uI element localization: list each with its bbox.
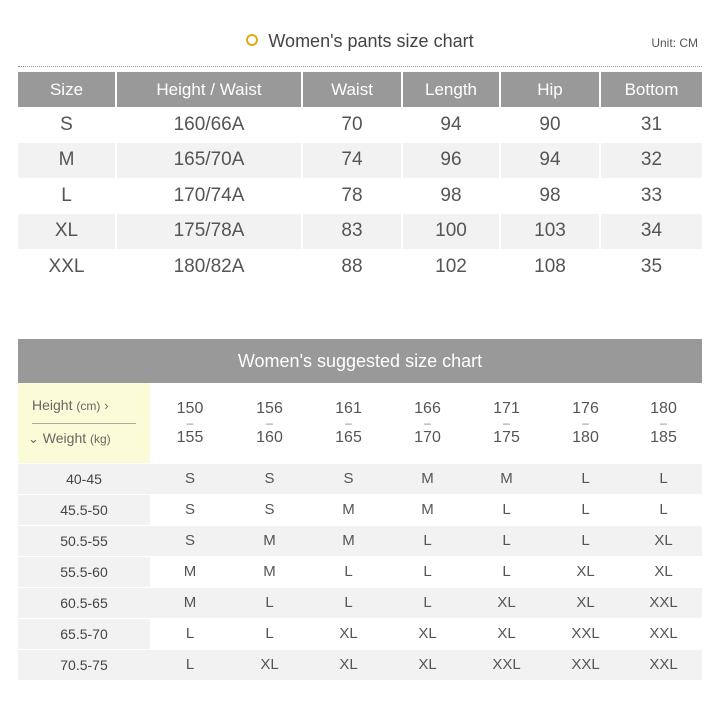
suggested-size-cell: L [150, 649, 230, 680]
range-dash: – [266, 415, 273, 430]
table-cell: 74 [302, 143, 402, 179]
suggested-size-cell: XL [467, 618, 546, 649]
suggested-size-cell: XL [388, 618, 467, 649]
header-hip: Hip [500, 72, 600, 107]
height-label: Height [32, 397, 73, 413]
height-from: 161 [335, 399, 362, 417]
height-from: 171 [493, 399, 520, 417]
suggested-size-cell: L [546, 494, 625, 525]
corner-cell [18, 383, 150, 463]
table-cell: 70 [302, 107, 402, 143]
suggested-size-cell: S [230, 463, 309, 494]
suggested-size-cell: S [309, 463, 388, 494]
table-cell: 100 [402, 214, 500, 250]
weight-unit: (kg) [90, 432, 111, 446]
range-dash: – [424, 415, 431, 430]
suggested-size-cell: S [230, 494, 309, 525]
weight-range-cell: 45.5-50 [18, 494, 150, 525]
table-cell: 160/66A [116, 107, 302, 143]
table-cell: 102 [402, 249, 500, 285]
suggested-size-cell: M [309, 494, 388, 525]
title-row [0, 0, 720, 66]
suggested-size-cell: L [230, 618, 309, 649]
weight-range-cell: 70.5-75 [18, 649, 150, 680]
suggested-size-table [18, 383, 702, 680]
page-title: Women's pants size chart [268, 31, 474, 51]
table-cell: M [18, 143, 116, 179]
table-cell: 180/82A [116, 249, 302, 285]
suggested-size-cell: XXL [546, 649, 625, 680]
table-cell: XL [18, 214, 116, 250]
weight-range-cell: 40-45 [18, 463, 150, 494]
height-to: 160 [256, 428, 283, 446]
suggested-size-cell: L [467, 556, 546, 587]
table-row [18, 587, 702, 618]
weight-range-cell: 65.5-70 [18, 618, 150, 649]
height-range-cell [309, 383, 388, 463]
header-size: Size [18, 72, 116, 107]
table-cell: 32 [600, 143, 702, 179]
suggested-size-cell: XL [625, 525, 702, 556]
suggested-size-cell: XXL [546, 618, 625, 649]
suggested-size-cell: M [150, 556, 230, 587]
table-cell: 98 [500, 178, 600, 214]
chevron-right-icon: › [104, 398, 109, 413]
corner-divider [32, 423, 136, 424]
suggested-size-cell: L [150, 618, 230, 649]
suggested-size-cell: S [150, 525, 230, 556]
height-from: 180 [650, 399, 677, 417]
suggested-size-cell: L [546, 525, 625, 556]
height-range-cell [230, 383, 309, 463]
suggested-size-cell: L [388, 556, 467, 587]
suggested-size-cell: XXL [625, 587, 702, 618]
table-cell: 94 [402, 107, 500, 143]
table-cell: 34 [600, 214, 702, 250]
table-cell: 88 [302, 249, 402, 285]
height-range-cell [388, 383, 467, 463]
table-cell: 165/70A [116, 143, 302, 179]
suggested-table-title: Women's suggested size chart [18, 339, 702, 383]
table-cell: 103 [500, 214, 600, 250]
height-from: 176 [572, 399, 599, 417]
suggested-size-cell: XL [388, 649, 467, 680]
suggested-size-cell: XXL [625, 649, 702, 680]
suggested-size-cell: M [388, 463, 467, 494]
range-dash: – [660, 415, 667, 430]
table-row [18, 649, 702, 680]
table-cell: L [18, 178, 116, 214]
table-cell: 108 [500, 249, 600, 285]
suggested-size-cell: L [625, 494, 702, 525]
chevron-down-icon: ⌄ [28, 431, 39, 446]
suggested-size-cell: XL [546, 587, 625, 618]
suggested-size-cell: L [625, 463, 702, 494]
table-cell: 33 [600, 178, 702, 214]
suggested-size-cell: M [388, 494, 467, 525]
height-range-cell [467, 383, 546, 463]
weight-label: Weight [42, 430, 87, 446]
range-dash: – [582, 415, 589, 430]
height-range-cell [150, 383, 230, 463]
table-cell: 170/74A [116, 178, 302, 214]
height-to: 185 [650, 428, 677, 446]
suggested-size-cell: M [150, 587, 230, 618]
suggested-size-cell: L [467, 525, 546, 556]
table-cell: 175/78A [116, 214, 302, 250]
height-to: 165 [335, 428, 362, 446]
suggested-size-cell: L [546, 463, 625, 494]
range-dash: – [345, 415, 352, 430]
size-table-header-row [18, 72, 702, 107]
weight-range-cell: 60.5-65 [18, 587, 150, 618]
table-row [18, 107, 702, 143]
suggested-size-cell: S [150, 463, 230, 494]
suggested-size-cell: S [150, 494, 230, 525]
table-cell: S [18, 107, 116, 143]
table-row [18, 178, 702, 214]
height-range-cell [546, 383, 625, 463]
table-row [18, 618, 702, 649]
table-cell: 90 [500, 107, 600, 143]
range-dash: – [503, 415, 510, 430]
header-height-waist: Height / Waist [116, 72, 302, 107]
suggested-size-cell: L [388, 525, 467, 556]
table-row [18, 463, 702, 494]
circle-bullet-icon [246, 34, 258, 46]
dotted-divider [18, 66, 702, 67]
height-from: 150 [176, 399, 204, 417]
height-to: 155 [176, 428, 204, 446]
suggested-size-cell: M [309, 525, 388, 556]
table-row [18, 556, 702, 587]
height-range-cell [625, 383, 702, 463]
table-row [18, 494, 702, 525]
suggested-size-cell: L [309, 587, 388, 618]
suggested-size-cell: XL [309, 618, 388, 649]
height-from: 166 [414, 399, 441, 417]
height-from: 156 [256, 399, 283, 417]
weight-axis-label [28, 430, 111, 447]
suggested-size-cell: M [230, 556, 309, 587]
table-cell: 94 [500, 143, 600, 179]
height-to: 175 [493, 428, 520, 446]
height-to: 180 [572, 428, 599, 446]
height-axis-label [32, 397, 109, 413]
suggested-size-cell: XXL [625, 618, 702, 649]
header-bottom: Bottom [600, 72, 702, 107]
table-cell: XXL [18, 249, 116, 285]
table-cell: 78 [302, 178, 402, 214]
suggested-size-cell: L [309, 556, 388, 587]
header-waist: Waist [302, 72, 402, 107]
suggested-size-cell: XL [309, 649, 388, 680]
suggested-size-cell: XL [546, 556, 625, 587]
suggested-size-cell: M [467, 463, 546, 494]
suggested-size-cell: L [467, 494, 546, 525]
page-title-wrap [0, 30, 720, 52]
table-cell: 31 [600, 107, 702, 143]
table-cell: 83 [302, 214, 402, 250]
range-dash: – [186, 415, 194, 430]
unit-label: Unit: CM [651, 36, 698, 50]
height-unit: (cm) [76, 399, 101, 413]
table-cell: 35 [600, 249, 702, 285]
table-row [18, 143, 702, 179]
suggested-size-cell: XL [467, 587, 546, 618]
table-row [18, 214, 702, 250]
table-cell: 98 [402, 178, 500, 214]
table-row [18, 249, 702, 285]
suggested-size-cell: M [230, 525, 309, 556]
suggested-size-cell: XL [625, 556, 702, 587]
height-range-row [18, 383, 702, 463]
suggested-size-cell: XL [230, 649, 309, 680]
table-row [18, 525, 702, 556]
suggested-size-cell: XXL [467, 649, 546, 680]
suggested-size-cell: L [388, 587, 467, 618]
weight-range-cell: 55.5-60 [18, 556, 150, 587]
weight-range-cell: 50.5-55 [18, 525, 150, 556]
size-table [18, 72, 702, 285]
header-length: Length [402, 72, 500, 107]
height-to: 170 [414, 428, 441, 446]
table-cell: 96 [402, 143, 500, 179]
suggested-size-cell: L [230, 587, 309, 618]
